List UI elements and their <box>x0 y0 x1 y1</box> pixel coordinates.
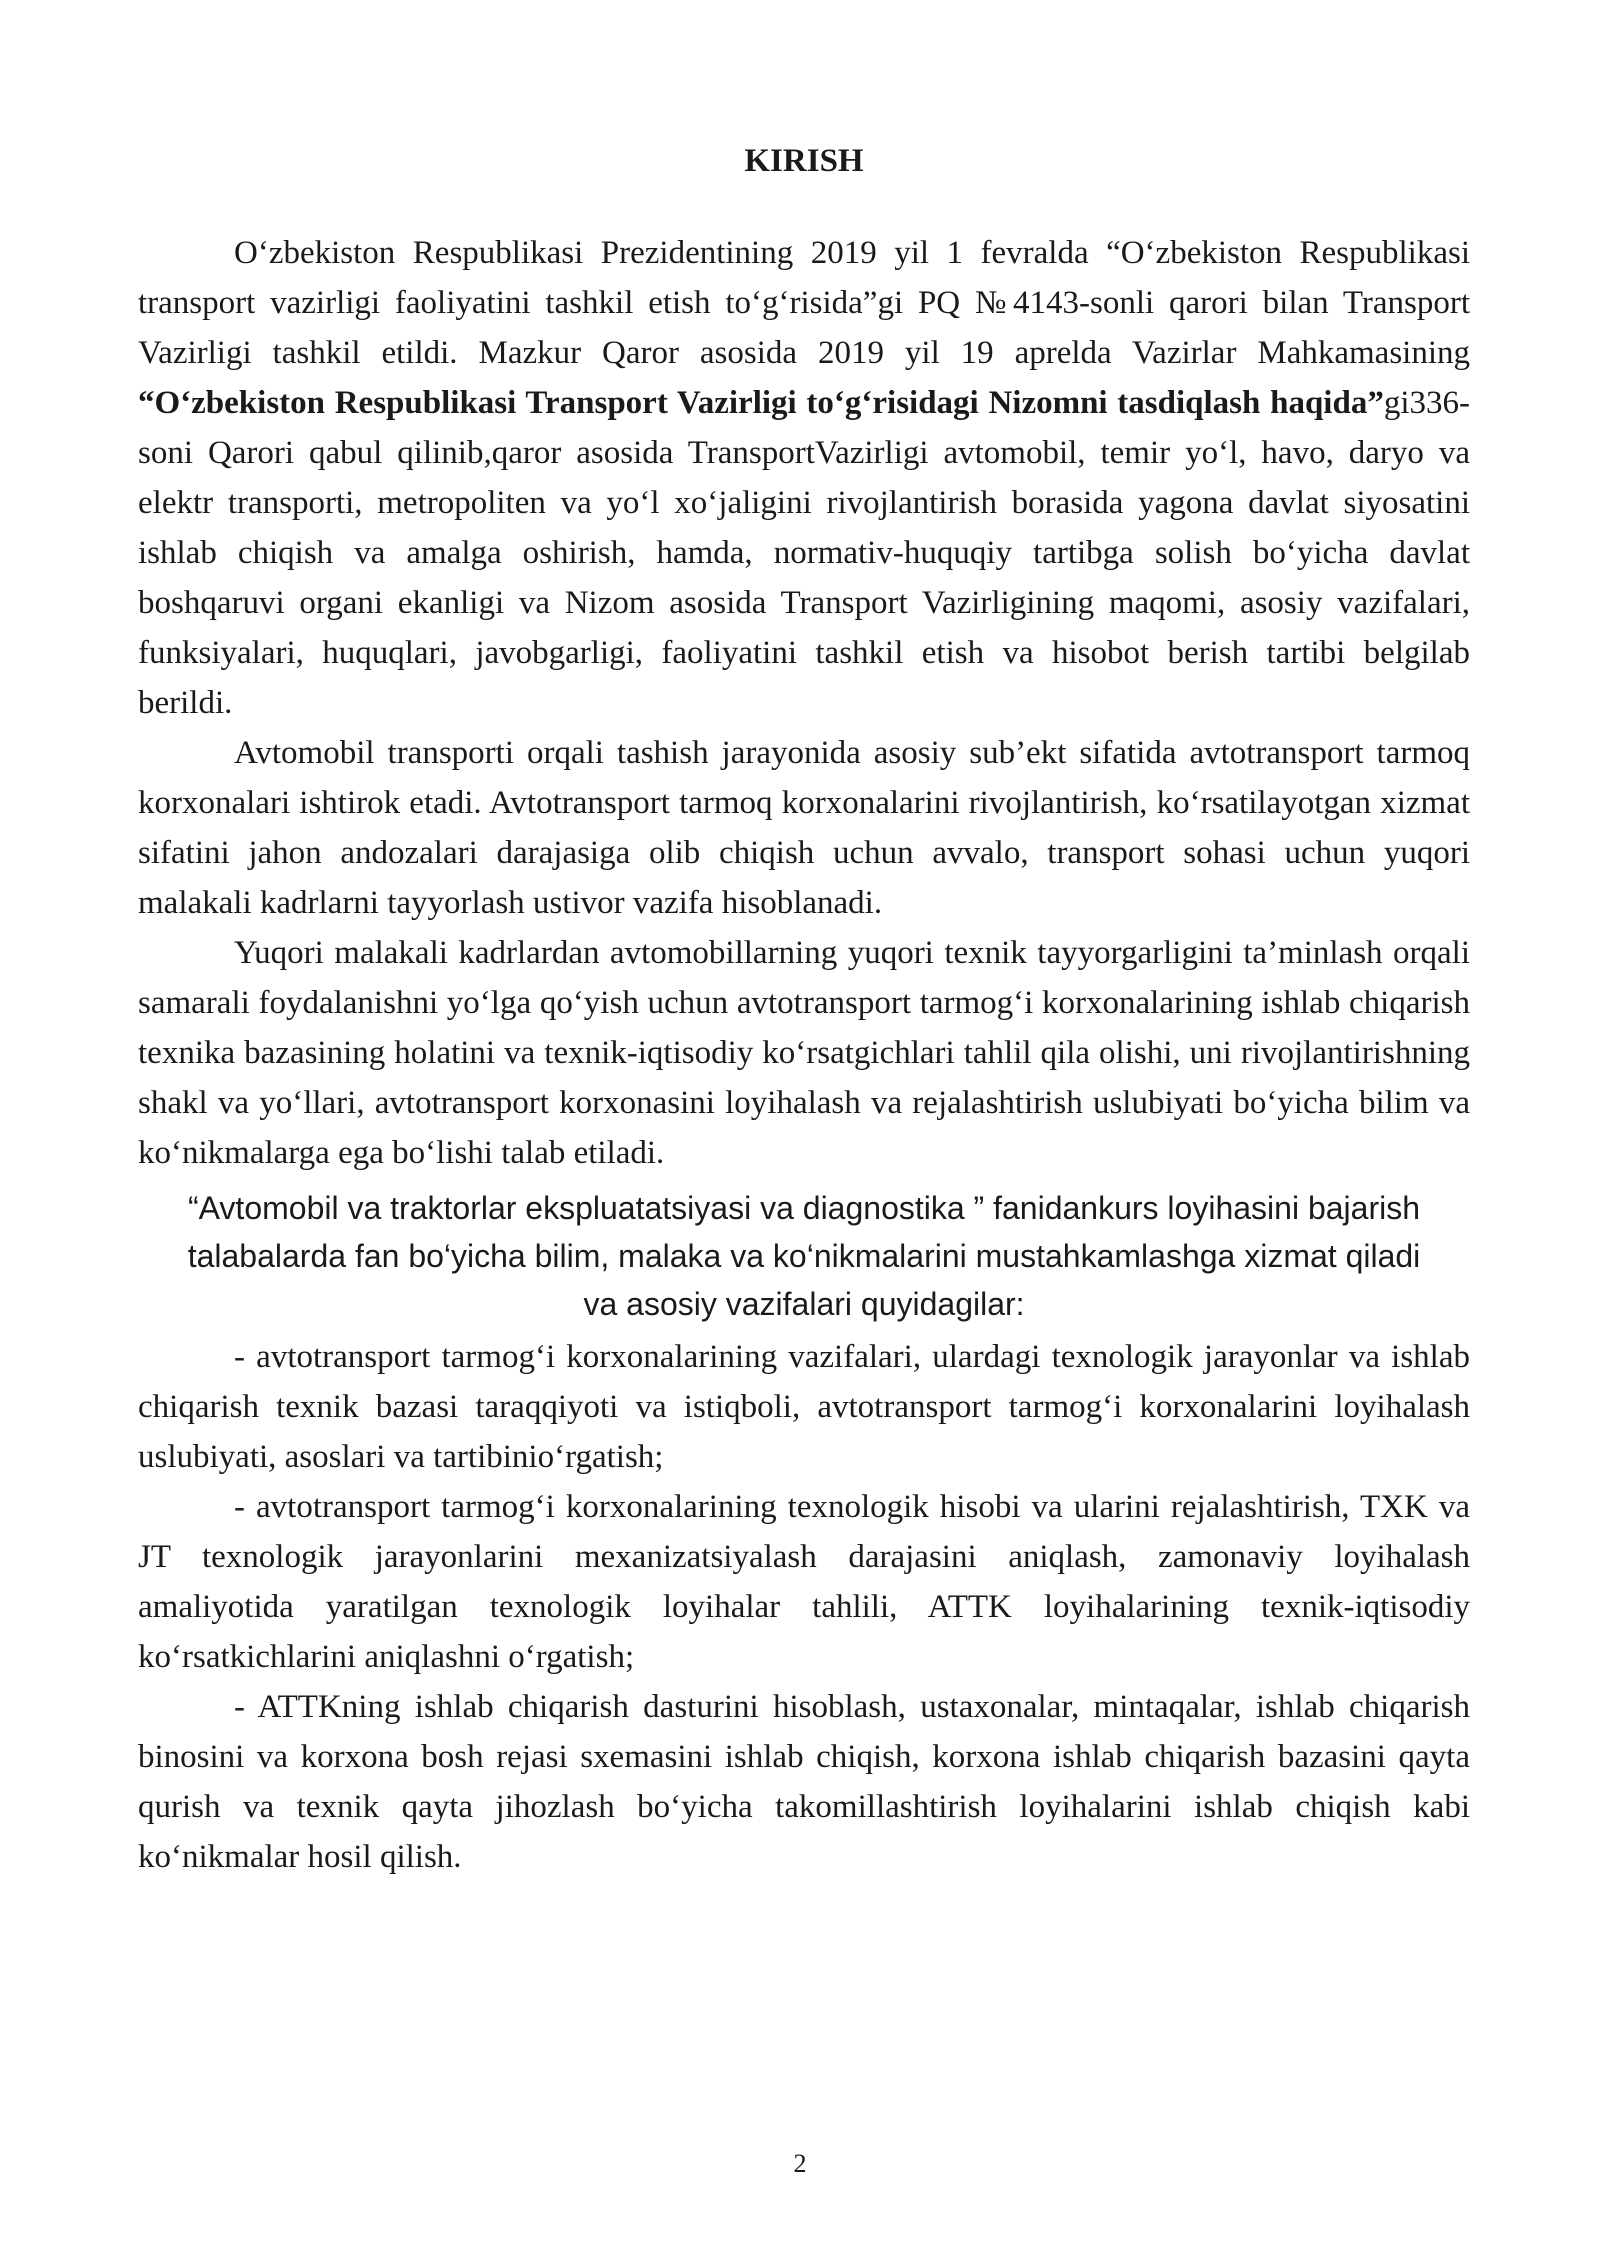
page-title: KIRISH <box>744 143 864 179</box>
paragraph-intro <box>138 228 1470 728</box>
document-page <box>138 136 1470 1882</box>
list-item-1: - avtotransport tarmog‘i korxonalarining vazifalari, ulardagi texnologik jarayonlar va ishlab chiqarish texnik bazasi taraqqiyoti va istiqboli, avtotransport tarmog‘i korxonalarini loyihalash uslubiyati, asoslari va tartibinio‘rgatish; <box>138 1339 1470 1475</box>
paragraph-transport: Avtomobil transporti orqali tashish jarayonida asosiy sub’ekt sifatida avtotransport tarmoq korxonalari ishtirok etadi. Avtotransport tarmoq korxonalarini rivojlantirish, ko‘rsatilayotgan xizmat sifatini jahon andozalari darajasiga olib chiqish uchun avvalo, transport sohasi uchun yuqori malakali kadrlarni tayyorlash ustivor vazifa hisoblanadi. <box>138 735 1470 921</box>
paragraph-intro-text-2: gi336-soni Qarori qabul qilinib,qaror asosida TransportVazirligi avtomobil, temir yo‘l, havo, daryo va elektr transporti, metropoliten va yo‘l xo‘jaligini rivojlantirish borasida yagona davlat siyosatini ishlab chiqish va amalga oshirish, hamda, normativ-huquqiy tartibga solish bo‘yicha davlat boshqaruvi organi ekanligi va Nizom asosida Transport Vazirligining maqomi, asosiy vazifalari, funksiyalari, huquqlari, javobgarligi, faoliyatini tashkil etish va hisobot berish tartibi belgilab berildi. <box>138 385 1470 721</box>
paragraph-course-project: “Avtomobil va traktorlar ekspluatatsiyasi va diagnostika ” fanidankurs loyihasini bajarish talabalarda fan bo‘yicha bilim, malaka va ko‘nikmalarini mustahkamlashga xizmat qiladi va asosiy vazifalari quyidagilar: <box>187 1190 1421 1322</box>
page-number: 2 <box>793 2149 807 2178</box>
paragraph-specialists: Yuqori malakali kadrlardan avtomobillarning yuqori texnik tayyorgarligini ta’minlash orqali samarali foydalanishni yo‘lga qo‘yish uchun avtotransport tarmog‘i korxonalarining ishlab chiqarish texnika bazasining holatini va texnik-iqtisodiy ko‘rsatgichlari tahlil qila olishi, uni rivojlantirishning shakl va yo‘llari, avtotransport korxonasini loyihalash va rejalashtirish uslubiyati bo‘yicha bilim va ko‘nikmalarga ega bo‘lishi talab etiladi. <box>138 935 1470 1171</box>
list-item-3: - ATTKning ishlab chiqarish dasturini hisoblash, ustaxonalar, mintaqalar, ishlab chiqarish binosini va korxona bosh rejasi sxemasini ishlab chiqish, korxona ishlab chiqarish bazasini qayta qurish va texnik qayta jihozlash bo‘yicha takomillashtirish loyihalarini ishlab chiqish kabi ko‘nikmalar hosil qilish. <box>138 1689 1470 1875</box>
paragraph-intro-text-1: O‘zbekiston Respublikasi Prezidentining 2019 yil 1 fevralda “O‘zbekiston Respublikasi transport vazirligi faoliyatini tashkil etish to‘g‘risida”gi PQ №4143-sonli qarori bilan Transport Vazirligi tashkil etildi. Mazkur Qaror asosida 2019 yil 19 aprelda Vazirlar Mahkamasining <box>138 235 1470 371</box>
paragraph-intro-bold-title: “O‘zbekiston Respublikasi Transport Vazirligi to‘g‘risidagi Nizomni tasdiqlash haqida” <box>138 385 1384 421</box>
list-item-2: - avtotransport tarmog‘i korxonalarining texnologik hisobi va ularini rejalashtirish, TXK va JT texnologik jarayonlarini mexanizatsiyalash darajasini aniqlash, zamonaviy loyihalash amaliyotida yaratilgan texnologik loyihalar tahlili, ATTK loyihalarining texnik-iqtisodiy ko‘rsatkichlarini aniqlashni o‘rgatish; <box>138 1489 1470 1675</box>
